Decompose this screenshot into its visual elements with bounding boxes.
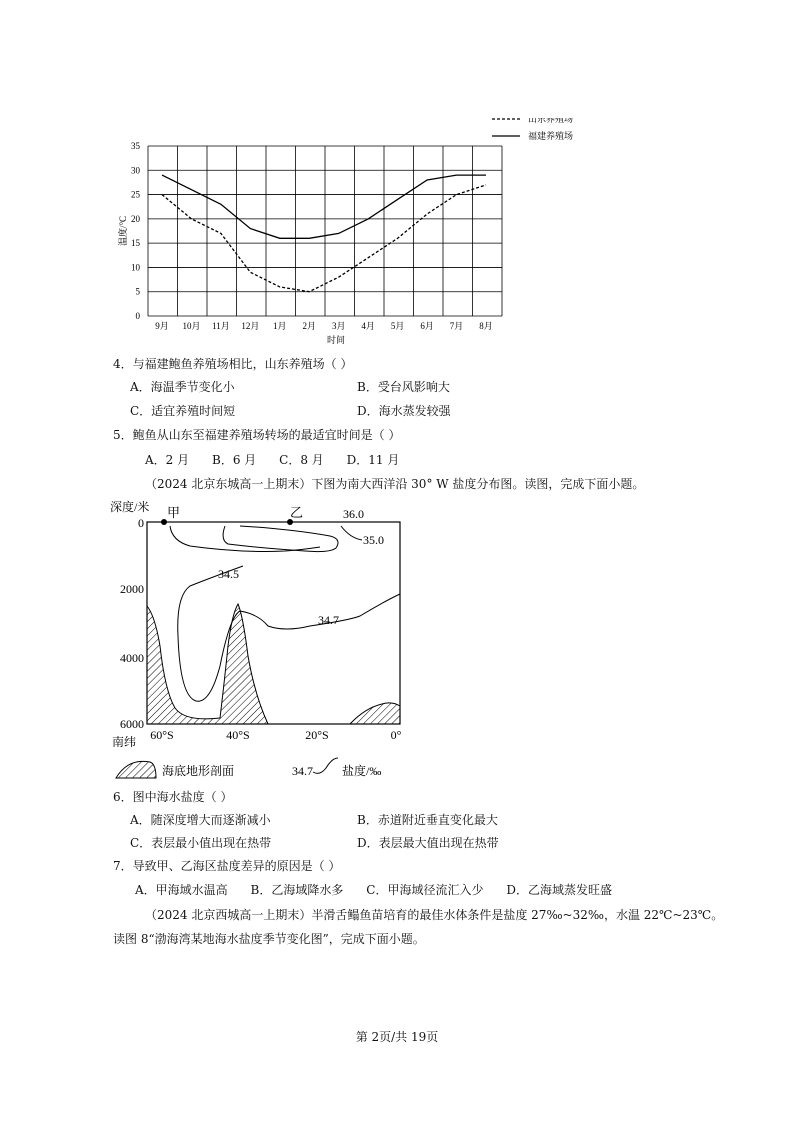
q4-stem: 4．与福建鲍鱼养殖场相比，山东养殖场（ ） [113, 357, 353, 371]
y-tick-label: 20 [131, 213, 140, 224]
x-tick-label: 2月 [302, 321, 317, 331]
x-tick-label: 11月 [212, 321, 230, 331]
intro-fish-line2: 读图 8“渤海湾某地海水盐度季节变化图”，完成下面小题。 [113, 932, 425, 946]
q6-option-c: C．表层最小值出现在热带 [130, 836, 272, 850]
x-tick-label: 9月 [155, 321, 169, 331]
q6-option-d: D．表层最大值出现在热带 [357, 836, 499, 850]
latitude-axis-label: 南纬 [112, 735, 137, 749]
y-tick-labels [131, 141, 141, 321]
legend-shandong: 山东养殖场 [528, 118, 574, 124]
temperature-chart-svg [100, 118, 620, 353]
salinity-section-svg [110, 496, 420, 786]
x-tick-label: 12月 [241, 321, 260, 331]
q7-options: A．甲海域水温高 B．乙海域降水多 C．甲海域径流汇入少 D．乙海域蒸发旺盛 [135, 883, 612, 897]
salinity-section-chart [110, 496, 420, 786]
x-axis-label: 时间 [326, 335, 346, 345]
y-axis-label: 温度/°C [118, 215, 128, 247]
series-lines [162, 175, 486, 292]
depth-tick-0: 0 [138, 516, 144, 530]
isoline-345 [170, 526, 320, 551]
point-jia-label: 甲 [167, 505, 181, 520]
x-tick-label: 10月 [182, 321, 201, 331]
q5-stem: 5．鲍鱼从山东至福建养殖场转场的最适宜时间是（ ） [113, 428, 401, 442]
q4-option-a: A．海温季节变化小 [130, 380, 235, 394]
seafloor-terrain-west [147, 604, 268, 724]
iso-legend-value: 34.7 [292, 764, 313, 778]
chart-grid [148, 146, 502, 316]
y-tick-label: 30 [131, 165, 140, 176]
x-tick-label: 5月 [390, 321, 405, 331]
lat-tick-40s: 40°S [226, 728, 250, 742]
isoline-label-350: 35.0 [363, 533, 384, 547]
iso-legend-label: 盐度/‰ [342, 764, 382, 778]
point-yi-label: 乙 [290, 505, 304, 520]
q6-stem: 6．图中海水盐度（ ） [113, 790, 233, 804]
y-tick-label: 5 [135, 286, 140, 297]
x-tick-label: 7月 [449, 321, 464, 331]
intro-fish-line1: （2024 北京西城高一上期末）半滑舌鳎鱼苗培育的最佳水体条件是盐度 27‰~32‰，水温 22℃~23℃。 [145, 908, 724, 922]
isoline-350 [341, 526, 362, 540]
seafloor-terrain-east [350, 703, 400, 724]
intro-salinity: （2024 北京东城高一上期末）下图为南大西洋沿 30° W 盐度分布图。读图，完成下面小题。 [145, 477, 645, 491]
x-tick-label: 4月 [361, 321, 375, 331]
isoline-347 [178, 566, 400, 701]
q4-option-c: C．适宜养殖时间短 [130, 404, 236, 418]
y-tick-label: 0 [135, 311, 140, 321]
q4-option-d: D．海水蒸发较强 [357, 404, 451, 418]
isoline-350-closed [223, 526, 338, 552]
temperature-chart [100, 118, 620, 353]
y-tick-label: 25 [131, 189, 140, 200]
y-tick-label: 35 [131, 141, 140, 151]
q4-option-b: B．受台风影响大 [357, 380, 450, 394]
terrain-legend-swatch [116, 761, 156, 778]
legend-fujian: 福建养殖场 [528, 131, 574, 141]
x-tick-label: 3月 [331, 321, 346, 331]
isoline-label-345: 34.5 [218, 567, 239, 581]
x-tick-labels [155, 321, 493, 331]
x-tick-label: 6月 [420, 321, 434, 331]
q6-option-b: B．赤道附近垂直变化最大 [357, 813, 498, 827]
depth-tick-4000: 4000 [120, 651, 144, 665]
x-tick-label: 8月 [479, 321, 493, 331]
lat-tick-60s: 60°S [150, 728, 174, 742]
depth-tick-2000: 2000 [120, 582, 144, 596]
series-line-shandong [162, 185, 486, 292]
y-tick-label: 10 [131, 262, 140, 273]
isoline-label-360: 36.0 [343, 507, 364, 521]
section-frame [147, 522, 400, 724]
isoline-label-347: 34.7 [318, 613, 339, 627]
x-tick-label: 1月 [273, 321, 287, 331]
lat-tick-20s: 20°S [305, 728, 329, 742]
depth-axis-label: 深度/米 [110, 500, 150, 514]
page-footer: 第 2页/共 19页 [355, 1030, 439, 1044]
q5-options: A．2 月 B．6 月 C．8 月 D．11 月 [145, 453, 400, 467]
iso-legend-swatch [313, 758, 338, 773]
y-tick-label: 15 [131, 238, 140, 249]
lat-tick-0: 0° [390, 728, 402, 742]
q6-option-a: A．随深度增大而逐渐减小 [130, 813, 271, 827]
depth-tick-6000: 6000 [120, 717, 144, 731]
q7-stem: 7．导致甲、乙海区盐度差异的原因是（ ） [113, 859, 341, 873]
terrain-legend-label: 海底地形剖面 [162, 764, 235, 778]
